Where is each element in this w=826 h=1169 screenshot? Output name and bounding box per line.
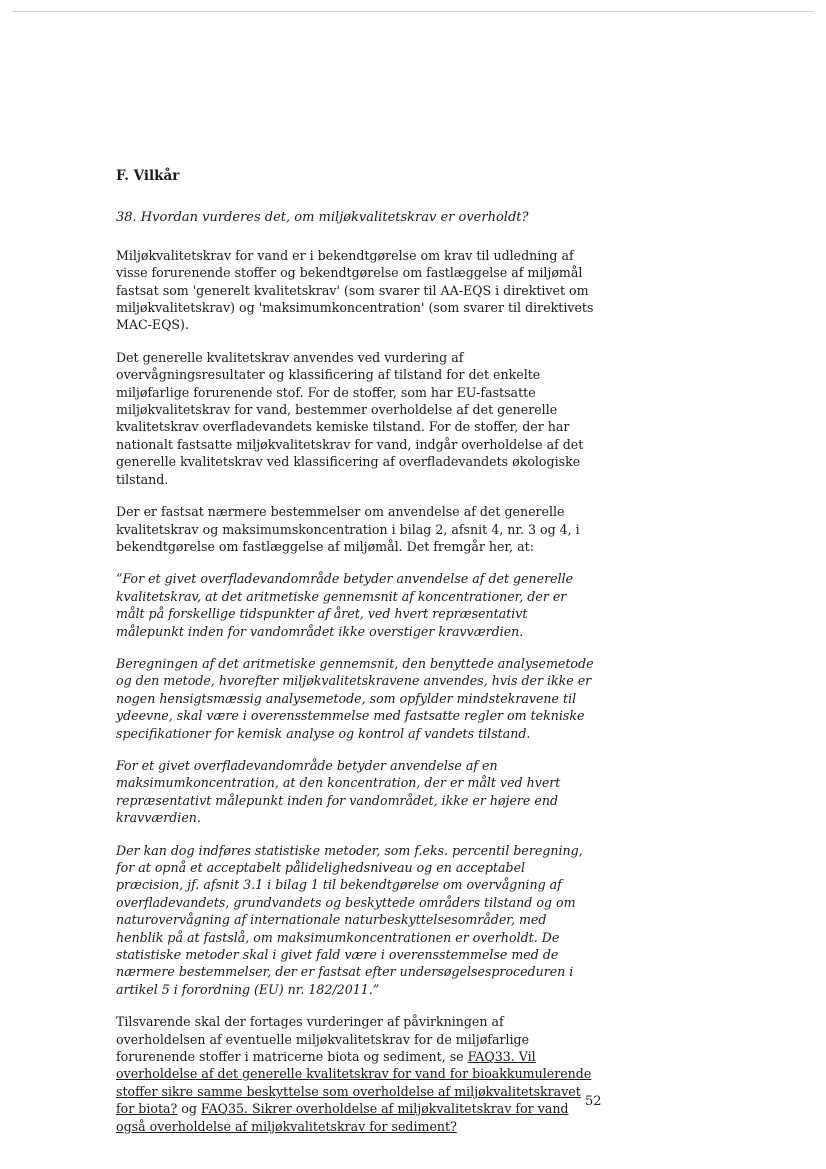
paragraph-2: Det generelle kvalitetskrav anvendes ved vurdering af overvågningsresultater og klassificering af tilstand for det enkelte miljøfarlige forurenende stof. For de stoffer, som har EU-fastsatte miljøkvalitetskrav for vand, bestemmer overholdelse af det generelle kvalitetskrav overfladevandets kemiske tilstand. For de stoffer, der har nationalt fastsatte miljøkvalitetskrav for vand, indgår overholdelse af det generelle kvalitetskrav ved klassificering af overfladevandets økologiske tilstand. [116,349,584,487]
paragraph-4-middle: og [177,1101,201,1117]
paragraph-4 [116,1013,596,1135]
faq33-link[interactable]: FAQ33. Vil overholdelse af det generelle kvalitetskrav for vand for bioakkumulerende stoffer sikre samme beskyttelse som overholdelse af miljøkvalitetskravet for biota? [116,1049,592,1117]
quote-paragraph-4: Der kan dog indføres statistiske metoder, som f.eks. percentil beregning, for at opnå et acceptabelt pålidelighedsniveau og en acceptabel præcision, jf. afsnit 3.1 i bilag 1 til bekendtgørelse om overvågning af overfladevandets, grundvandets og beskyttede områders tilstand og om naturovervågning af internationale naturbeskyttelsesområder, med henblik på at fastslå, om maksimumkoncentrationen er overholdt. De statistiske metoder skal i givet fald være i overensstemmelse med de nærmere bestemmelser, der er fastsat efter undersøgelsesproceduren i artikel 5 i forordning (EU) nr. 182/2011.” [116,842,583,997]
quote-paragraph-1: ”For et givet overfladevandområde betyder anvendelse af det generelle kvalitetskrav, at det aritmetiske gennemsnit af koncentrationer, der er målt på forskellige tidspunkter af året, ved hvert repræsentativt målepunkt inden for vandområdet ikke overstiger kravværdien. [116,571,574,639]
quote-paragraph-3: For et givet overfladevandområde betyder anvendelse af en maksimumkoncentration, at den koncentration, der er målt ved hvert repræsentativt målepunkt inden for vandområdet, ikke er højere end kravværdien. [116,757,561,826]
question-heading: 38. Hvordan vurderes det, om miljøkvalitetskrav er overholdt? [116,210,529,226]
section-heading: F. Vilkår [116,168,180,184]
paragraph-3: Der er fastsat nærmere bestemmelser om anvendelse af det generelle kvalitetskrav og maksimumskoncentration i bilag 2, afsnit 4, nr. 3 og 4, i bekendtgørelse om fastlæggelse af miljømål. Det fremgår her, at: [116,504,580,554]
faq35-link[interactable]: FAQ35. Sikrer overholdelse af miljøkvalitetskrav for vand også overholdelse af miljøkvalitetskrav for sediment? [116,1101,569,1134]
paragraph-1: Miljøkvalitetskrav for vand er i bekendtgørelse om krav til udledning af visse forurenende stoffer og bekendtgørelse om fastlæggelse af miljømål fastsat som 'generelt kvalitetskrav' (som svarer til AA-EQS i direktivet om miljøkvalitetskrav) og 'maksimumkoncentration' (som svarer til direktivets MAC-EQS). [116,247,594,333]
paragraph-4-prefix: Tilsvarende skal der fortages vurderinger af påvirkningen af overholdelsen af eventuelle miljøkvalitetskrav for de miljøfarlige forurenende stoffer i matricerne biota og sediment, se [116,1014,530,1065]
document-body [116,168,596,1150]
top-rule [12,11,814,12]
page-number: 52 [585,1094,602,1109]
quote-paragraph-2: Beregningen af det aritmetiske gennemsnit, den benyttede analysemetode og den metode, hvorefter miljøkvalitetskravene anvendes, hvis der ikke er nogen hensigtsmæssig analysemetode, som opfylder mindstekravene til ydeevne, skal være i overensstemmelse med fastsatte regler om tekniske specifikationer for kemisk analyse og kontrol af vandets tilstand. [116,655,594,741]
